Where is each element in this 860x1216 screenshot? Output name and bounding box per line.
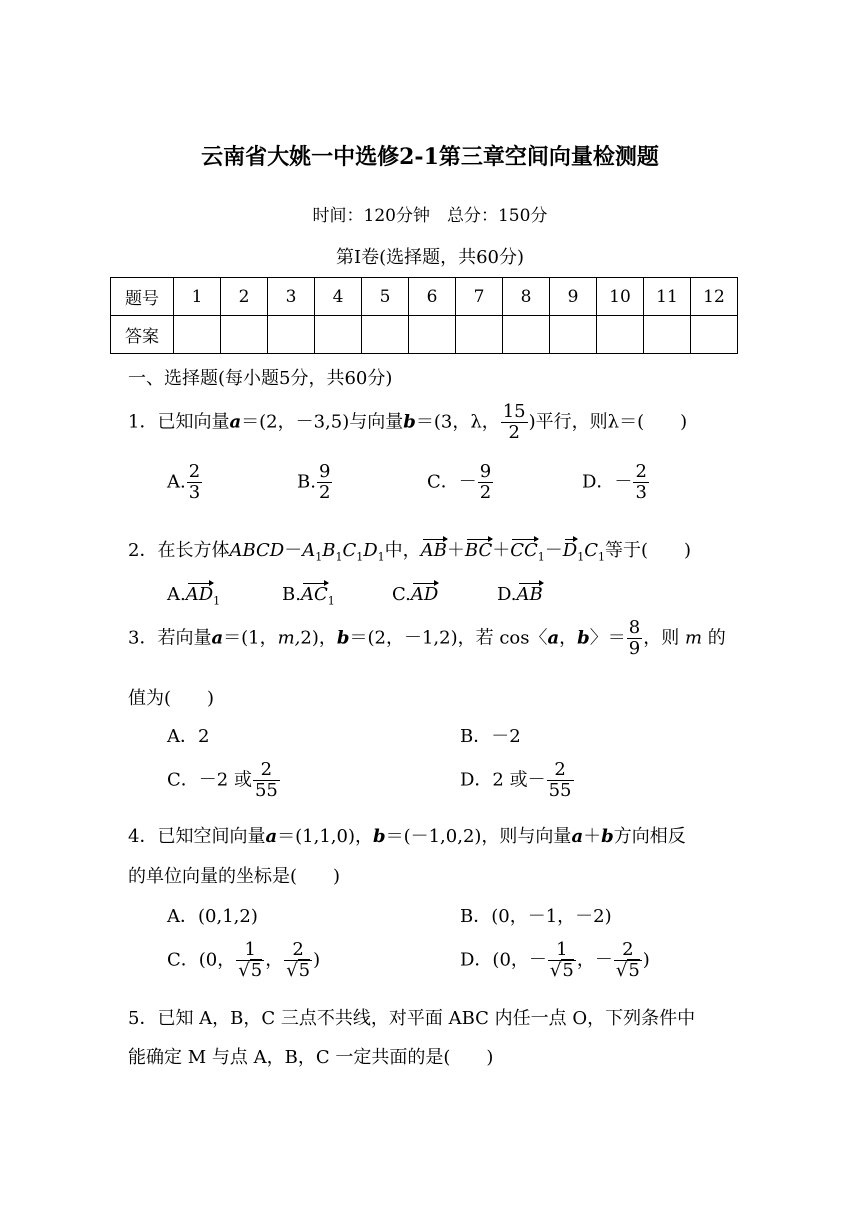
question-3-option-b[interactable]: B．－2 xyxy=(460,726,521,747)
answer-cell[interactable] xyxy=(597,316,644,354)
question-1-option-d[interactable]: D．－ $\frac{2}{3}$ xyxy=(582,461,647,503)
question-number-cell: 4 xyxy=(315,278,362,316)
question-2-stem: 2．在长方体$ABCD-A_1B_1C_1D_1$中，$AB+BC+CC_1-D_1C_1$等于( ) xyxy=(128,540,692,564)
question-number-cell: 1 xyxy=(174,278,221,316)
question-number-cell: 9 xyxy=(550,278,597,316)
question-1-stem: 1．已知向量a＝(2，－3,5)与向量b＝(3，λ， $\frac{15}{2}$ )平行，则λ＝( ) xyxy=(128,401,688,443)
part1-header: 第Ⅰ卷(选择题，共60分) xyxy=(335,247,525,268)
question-number-cell: 3 xyxy=(268,278,315,316)
question-2-option-c[interactable]: C.AD xyxy=(392,584,439,605)
answer-cell[interactable] xyxy=(174,316,221,354)
question-number-cell: 5 xyxy=(362,278,409,316)
question-4-option-b[interactable]: B．(0，－1，－2) xyxy=(460,906,612,927)
question-2-option-a[interactable]: $A.AD_1$ xyxy=(167,584,221,608)
question-3-option-c[interactable]: C．－2 或 $\frac{2}{55}$ xyxy=(167,759,278,801)
answer-cell[interactable] xyxy=(409,316,456,354)
answer-cell[interactable] xyxy=(503,316,550,354)
question-number-cell: 8 xyxy=(503,278,550,316)
question-number-cell: 11 xyxy=(644,278,691,316)
table-row-label: 题号 xyxy=(111,278,174,316)
question-4-stem-line2: 的单位向量的坐标是( ) xyxy=(128,866,341,887)
table-row xyxy=(111,316,738,354)
question-2-option-d[interactable]: D.AB xyxy=(497,584,543,605)
time-info: 时间：120分钟 总分：150分 xyxy=(312,206,548,226)
answer-table xyxy=(110,277,738,354)
table-row xyxy=(111,278,738,316)
question-3-option-a[interactable]: A．2 xyxy=(167,726,210,747)
question-4-option-a[interactable]: A．(0,1,2) xyxy=(167,906,258,927)
answer-cell[interactable] xyxy=(315,316,362,354)
question-1-option-a[interactable]: A. $\frac{2}{3}$ xyxy=(167,461,201,503)
answer-cell[interactable] xyxy=(691,316,738,354)
page-title: 云南省大姚一中选修2-1第三章空间向量检测题 xyxy=(201,144,659,170)
answer-cell[interactable] xyxy=(362,316,409,354)
question-5-stem: 5．已知 A，B，C 三点不共线，对平面 ABC 内任一点 O，下列条件中 xyxy=(128,1008,696,1029)
question-1-option-b[interactable]: B. $\frac{9}{2}$ xyxy=(297,461,331,503)
question-1-option-c[interactable]: C．－ $\frac{9}{2}$ xyxy=(427,461,492,503)
question-2-option-b[interactable]: $B.AC_1$ xyxy=(282,584,335,608)
question-number-cell: 10 xyxy=(597,278,644,316)
answer-cell[interactable] xyxy=(550,316,597,354)
question-3-option-d[interactable]: D．2 或－ $\frac{2}{55}$ xyxy=(460,759,572,801)
question-4-stem: 4．已知空间向量a＝(1,1,0)，b＝(－1,0,2)，则与向量a＋b方向相反 xyxy=(128,826,686,847)
question-3-stem-line2: 值为( ) xyxy=(128,688,215,709)
question-4-option-c[interactable]: C．(0， $\frac{1}{√5}$ ， $\frac{2}{√5}$ ) xyxy=(167,939,321,981)
question-number-cell: 6 xyxy=(409,278,456,316)
question-number-cell: 7 xyxy=(456,278,503,316)
question-5-stem-line2: 能确定 M 与点 A，B，C 一定共面的是( ) xyxy=(128,1047,494,1068)
question-4-option-d[interactable]: D．(0，－ $\frac{1}{√5}$ ，－ $\frac{2}{√5}$ ) xyxy=(460,939,650,981)
answer-cell[interactable] xyxy=(456,316,503,354)
question-3-stem: 3．若向量a＝(1，m,2)，b＝(2，－1,2)，若 cos〈a，b〉＝ $\frac{8}{9}$ ，则 m 的 xyxy=(128,617,726,659)
answer-cell[interactable] xyxy=(268,316,315,354)
answer-cell[interactable] xyxy=(644,316,691,354)
question-number-cell: 2 xyxy=(221,278,268,316)
answer-cell[interactable] xyxy=(221,316,268,354)
question-number-cell: 12 xyxy=(691,278,738,316)
table-row-label: 答案 xyxy=(111,316,174,354)
section1-header: 一、选择题(每小题5分，共60分) xyxy=(128,368,393,389)
